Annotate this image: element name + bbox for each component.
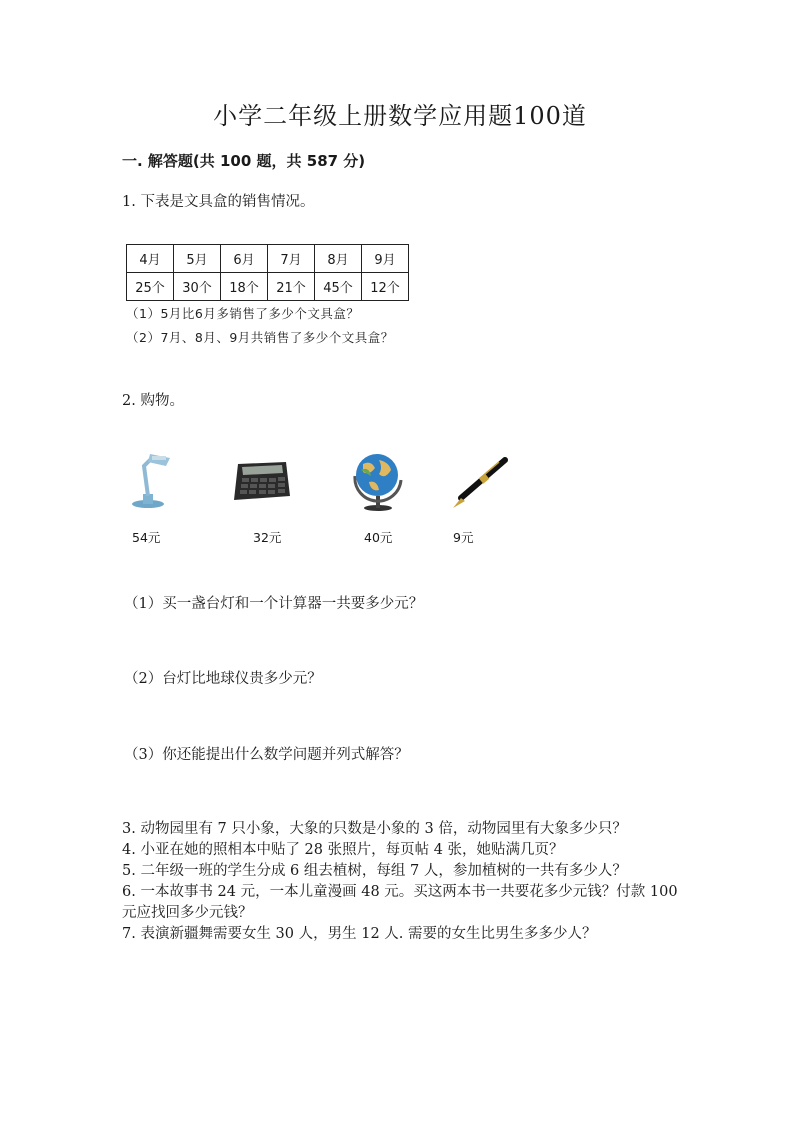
calculator-icon [232,460,292,502]
question-1-sub-2: （2）7月、8月、9月共销售了多少个文具盒？ [126,330,394,345]
list-item: 3. 动物园里有 7 只小象，大象的只数是小象的 3 倍，动物园里有大象多少只？ [122,821,627,837]
question-1-sub-1: （1）5月比6月多销售了多少个文具盒？ [126,306,360,321]
table-cell: 18个 [221,273,268,301]
globe-icon [349,450,407,512]
table-cell: 5月 [174,245,221,273]
table-cell: 45个 [315,273,362,301]
table-cell: 7月 [268,245,315,273]
list-item: 5. 二年级一班的学生分成 6 组去植树，每组 7 人，参加植树的一共有多少人？ [122,863,627,879]
table-cell: 9月 [362,245,409,273]
question-2-sub-1: （1）买一盏台灯和一个计算器一共要多少元？ [124,596,424,612]
question-2-sub-3: （3）你还能提出什么数学问题并列式解答？ [124,747,409,763]
table-cell: 4月 [127,245,174,273]
price-lamp: 54元 [132,530,161,545]
list-item: 7. 表演新疆舞需要女生 30 人，男生 12 人. 需要的女生比男生多多少人？ [122,926,597,942]
question-2: 2. 购物。 [122,393,184,409]
list-item: 6. 一本故事书 24 元，一本儿童漫画 48 元。买这两本书一共要花多少元钱？付款 100 元应找回多少元钱？ [122,884,678,921]
page-title: 小学二年级上册数学应用题100道 [213,102,587,130]
price-calculator: 32元 [253,530,282,545]
desk-lamp-icon [128,452,176,510]
list-item: 4. 小亚在她的照相本中贴了 28 张照片，每页帖 4 张，她贴满几页？ [122,842,564,858]
price-pen: 9元 [453,530,474,545]
pen-icon [447,454,511,510]
table-cell: 12个 [362,273,409,301]
question-1: 1. 下表是文具盒的销售情况。 [122,194,315,210]
question-2-sub-2: （2）台灯比地球仪贵多少元？ [124,671,322,687]
table-cell: 6月 [221,245,268,273]
table-cell: 25个 [127,273,174,301]
price-globe: 40元 [364,530,393,545]
table-cell: 21个 [268,273,315,301]
sales-table [126,244,409,301]
table-header-row [127,245,409,273]
section-heading: 一. 解答题(共 100 题，共 587 分) [122,152,366,170]
table-cell: 30个 [174,273,221,301]
table-cell: 8月 [315,245,362,273]
question-list [122,819,682,945]
table-row [127,273,409,301]
